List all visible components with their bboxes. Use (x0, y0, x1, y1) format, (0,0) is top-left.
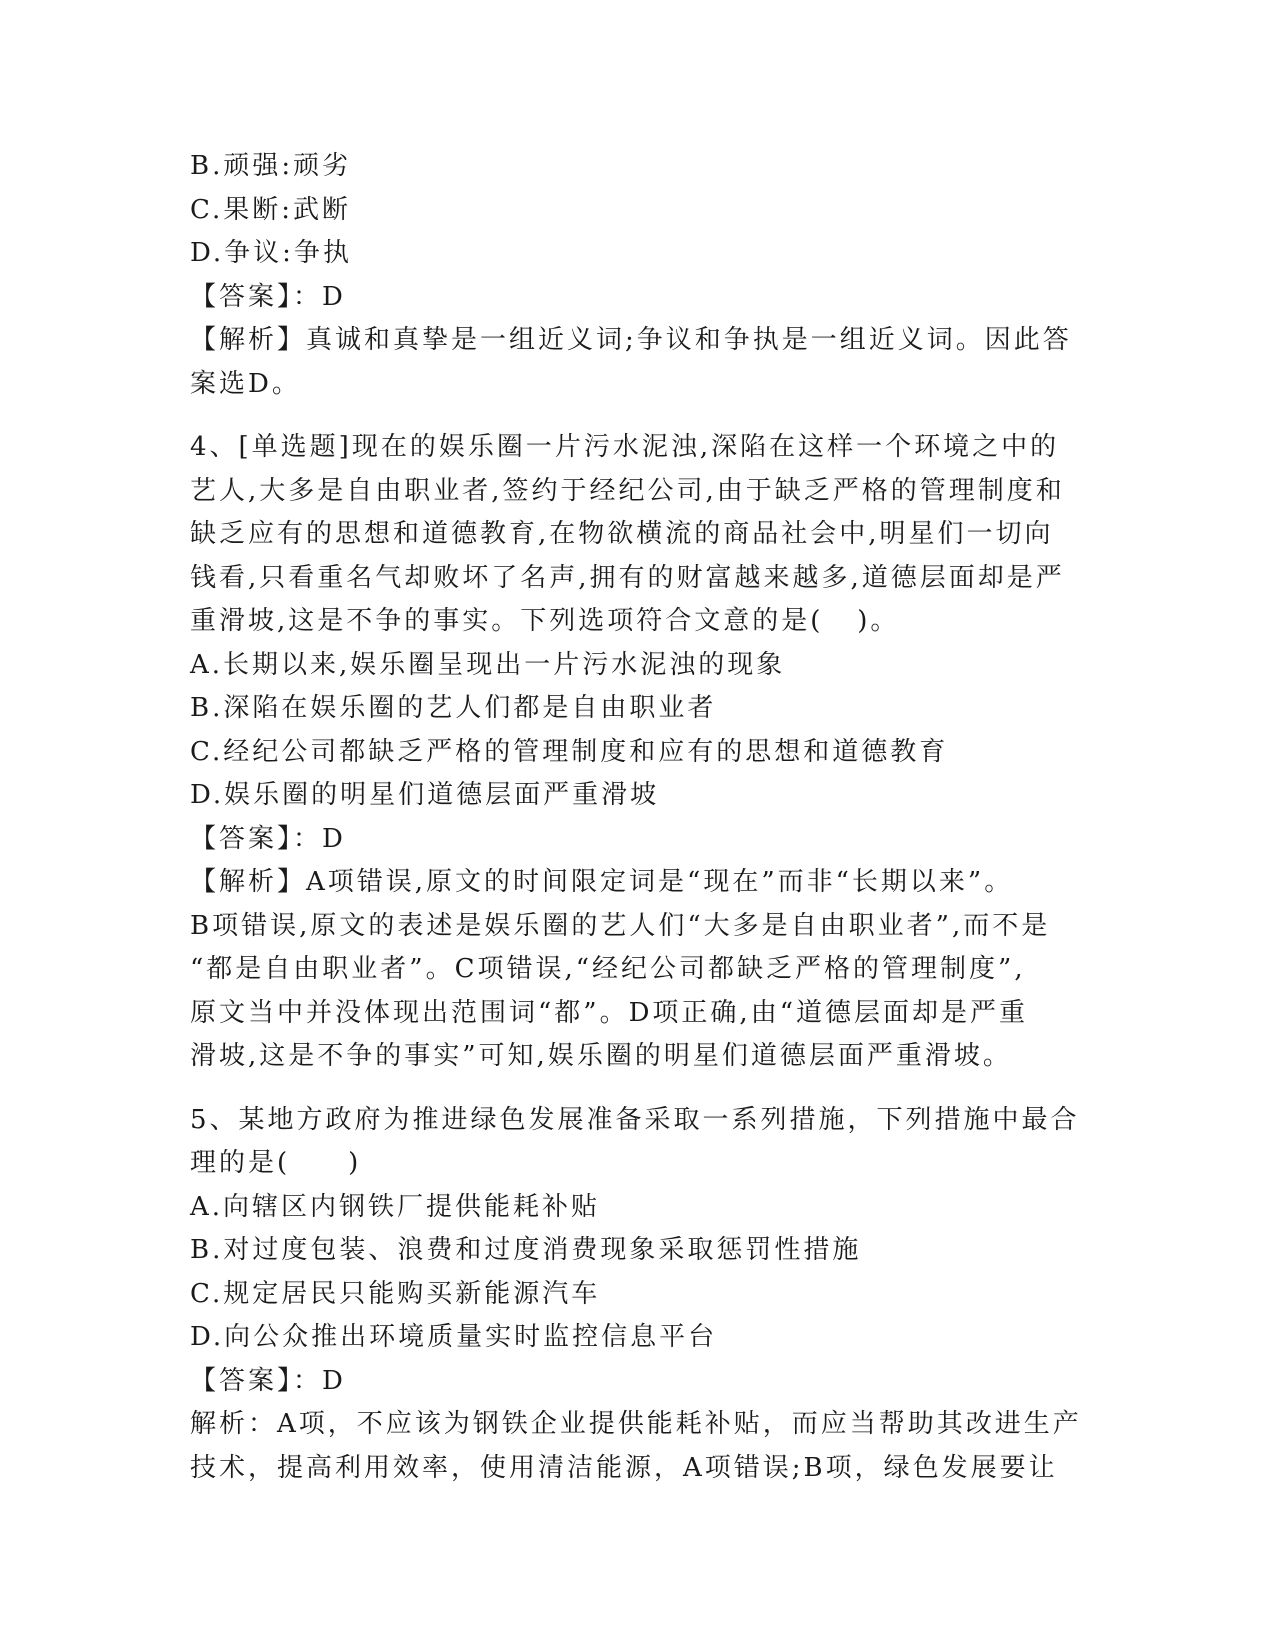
q5-option-d: D.向公众推出环境质量实时监控信息平台 (190, 1322, 718, 1352)
q3-answer: 【答案】：D (190, 281, 346, 312)
q4-stem-line-1: 4、[单选题]现在的娱乐圈一片污水泥浊,深陷在这样一个环境之中的 (190, 432, 1060, 462)
q3-option-b: B.顽强:顽劣 (190, 151, 352, 181)
question-3-block (190, 145, 1090, 406)
q4-analysis-line-1: 【解析】A项错误,原文的时间限定词是“现在”而非“长期以来”。 (190, 867, 1014, 897)
q5-answer: 【答案】：D (190, 1365, 346, 1396)
q5-option-a: A.向辖区内钢铁厂提供能耗补贴 (190, 1191, 601, 1222)
q4-option-d: D.娱乐圈的明星们道德层面严重滑坡 (190, 780, 660, 810)
q4-stem-line-3: 缺乏应有的思想和道德教育,在物欲横流的商品社会中,明星们一切向 (190, 519, 1054, 549)
q5-stem-line-1: 5、某地方政府为推进绿色发展准备采取一系列措施，下列措施中最合 (190, 1104, 1080, 1135)
q4-analysis-line-3: “都是自由职业者”。C项错误,“经纪公司都缺乏严格的管理制度”, (190, 954, 1026, 984)
q4-analysis-line-4: 原文当中并没体现出范围词“都”。D项正确,由“道德层面却是严重 (190, 997, 1028, 1028)
q5-analysis-line-2: 技术，提高利用效率，使用清洁能源，A项错误;B项，绿色发展要让 (190, 1452, 1058, 1483)
q3-option-d: D.争议:争执 (190, 238, 352, 268)
q5-option-c: C.规定居民只能购买新能源汽车 (190, 1278, 601, 1309)
q5-analysis-line-1: 解析：A项，不应该为钢铁企业提供能耗补贴，而应当帮助其改进生产 (190, 1409, 1082, 1439)
q4-option-c: C.经纪公司都缺乏严格的管理制度和应有的思想和道德教育 (190, 736, 949, 767)
q4-stem-line-5: 重滑坡,这是不争的事实。下列选项符合文意的是( )。 (190, 606, 900, 636)
q4-stem-line-2: 艺人,大多是自由职业者,签约于经纪公司,由于缺乏严格的管理制度和 (190, 475, 1065, 506)
spacer (190, 406, 1090, 426)
q4-option-b: B.深陷在娱乐圈的艺人们都是自由职业者 (190, 693, 717, 723)
question-5-block (190, 1099, 1090, 1491)
q3-analysis-line-1: 【解析】真诚和真挚是一组近义词;争议和争执是一组近义词。因此答 (190, 325, 1072, 355)
spacer (190, 1079, 1090, 1099)
q5-option-b: B.对过度包装、浪费和过度消费现象采取惩罚性措施 (190, 1235, 862, 1265)
q4-option-a: A.长期以来,娱乐圈呈现出一片污水泥浊的现象 (190, 649, 786, 680)
q4-stem-line-4: 钱看,只看重名气却败坏了名声,拥有的财富越来越多,道德层面却是严 (190, 562, 1065, 593)
q4-analysis-line-5: 滑坡,这是不争的事实”可知,娱乐圈的明星们道德层面严重滑坡。 (190, 1041, 1012, 1071)
question-4-block (190, 426, 1090, 1079)
q4-analysis-line-2: B项错误,原文的表述是娱乐圈的艺人们“大多是自由职业者”,而不是 (190, 910, 1051, 941)
q4-answer: 【答案】：D (190, 823, 346, 854)
q3-option-c: C.果断:武断 (190, 194, 351, 225)
q5-stem-line-2: 理的是( ) (190, 1148, 362, 1178)
document-page (190, 145, 1090, 1490)
q3-analysis-line-2: 案选D。 (190, 368, 301, 399)
